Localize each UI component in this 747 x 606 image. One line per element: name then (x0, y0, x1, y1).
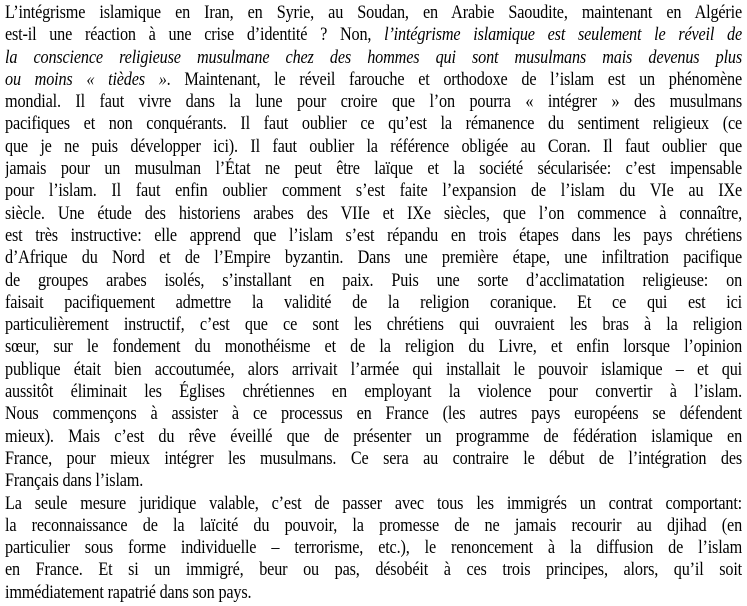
text-segment: que je ne puis développer ici). Il faut oublier la référence obligée au Coran. Il faut oublier que (5, 136, 743, 157)
text-segment: est très instructive: elle apprend que l’islam s’est répandu en trois étapes dans les pays chrétiens (5, 225, 743, 246)
text-segment: aussitôt éliminait les Églises chrétiennes en employant la violence pour convertir à l’islam. (5, 382, 743, 403)
text-line (5, 158, 742, 180)
text-line (5, 292, 742, 314)
text-segment: particulier sous forme individuelle – terrorisme, etc.), le renoncement à la diffusion de l’islam (5, 538, 743, 559)
text-segment: sœur, sur le fondement du monothéisme et de la religion du Livre, et enfin lorsque l’opinion (5, 337, 743, 358)
text-line (5, 270, 742, 292)
text-line (5, 247, 742, 269)
text-segment: est-il une réaction à une crise d’identité ? Non, (5, 25, 385, 46)
text-line (5, 493, 742, 515)
text-line (5, 69, 742, 91)
text-line (5, 91, 742, 113)
text-segment: . Maintenant, le réveil farouche et orthodoxe de l’islam est un phénomène (166, 69, 743, 90)
text-segment: faisait pacifiquement admettre la validité de la religion coranique. Et ce qui est ici (5, 292, 743, 313)
text-segment: la reconnaissance de la laïcité du pouvoir, la promesse de ne jamais recourir au djihad (en (5, 515, 743, 536)
text-segment: pour l’islam. Il faut enfin oublier comment s’est faite l’expansion de l’islam du VIe au IXe (5, 181, 743, 202)
text-segment: Nous commençons à assister à ce processus en France (les autres pays européens se défendent (5, 404, 743, 425)
text-segment: mondial. Il faut vivre dans la lune pour croire que l’on pourra « intégrer » des musulmans (5, 92, 743, 113)
paragraph-2 (5, 493, 742, 604)
italic-text-segment: ou moins « tièdes » (5, 69, 167, 90)
text-line (5, 314, 742, 336)
text-line (5, 515, 742, 537)
text-line (5, 180, 742, 202)
text-line (5, 403, 742, 425)
text-line (5, 336, 742, 358)
text-segment: pacifiques et non conquérants. Il faut oublier ce qu’est la rémanence du sentiment religieux (ce (5, 114, 743, 135)
text-line (5, 537, 742, 559)
paragraph-1 (5, 2, 742, 493)
italic-text-segment: la conscience religieuse musulmane chez des hommes qui sont musulmans mais devenus plus (5, 47, 743, 68)
text-line (5, 448, 742, 470)
text-segment: L’intégrisme islamique en Iran, en Syrie, au Soudan, en Arabie Saoudite, maintenant en Algérie (5, 3, 743, 23)
text-segment: en France. Et si un immigré, beur ou pas, désobéit à ces trois principes, alors, qu’il soit (5, 560, 743, 581)
text-line (5, 203, 742, 225)
text-segment: publique était bien accoutumée, alors arrivait l’armée qui installait le pouvoir islamique – et qui (5, 359, 743, 380)
text-segment: France, pour mieux intégrer les musulmans. Ce sera au contraire le début de l’intégration des (5, 448, 743, 469)
text-line (5, 426, 742, 448)
text-segment: Français dans l’islam. (5, 471, 144, 492)
text-line (5, 559, 742, 581)
text-line (5, 24, 742, 46)
text-line (5, 225, 742, 247)
text-segment: jamais pour un musulman l’État ne peut être laïque et la société sécularisée: c’est impensable (5, 159, 743, 180)
text-line (5, 582, 742, 604)
text-segment: immédiatement rapatrié dans son pays. (5, 582, 252, 603)
text-line (5, 359, 742, 381)
text-segment: de groupes arabes isolés, s’installant en paix. Puis une sorte d’acclimatation religieuse: on (5, 270, 743, 291)
text-line (5, 381, 742, 403)
text-segment: mieux). Mais c’est du rêve éveillé que de présenter un programme de fédération islamique en (5, 426, 743, 447)
text-segment: La seule mesure juridique valable, c’est de passer avec tous les immigrés un contrat comportant: (5, 493, 743, 514)
italic-text-segment: l’intégrisme islamique est seulement le réveil de (384, 25, 743, 46)
text-column (5, 2, 742, 604)
text-segment: siècle. Une étude des historiens arabes des VIIe et IXe siècles, que l’on commence à connaître, (5, 203, 743, 224)
text-line (5, 113, 742, 135)
text-line (5, 136, 742, 158)
text-segment: particulièrement instructif, c’est que ce sont les chrétiens qui ouvraient les bras à la religion (5, 315, 743, 336)
text-line (5, 2, 742, 24)
text-line (5, 470, 742, 492)
text-line (5, 47, 742, 69)
text-segment: d’Afrique du Nord et de l’Empire byzantin. Dans une première étape, une infiltration pacifique (5, 248, 743, 269)
